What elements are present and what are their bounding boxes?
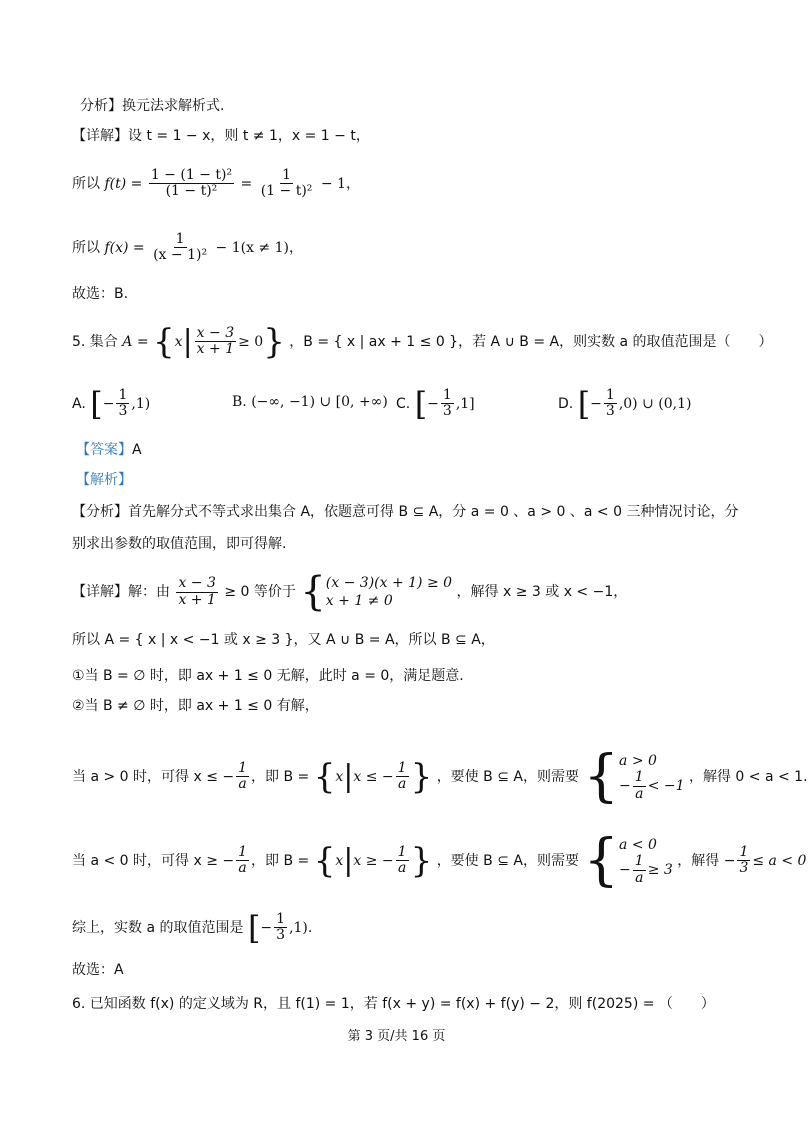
formula-fx [72, 232, 303, 264]
ft-frac-1-den: (1 − t)² [165, 183, 218, 200]
detail-text: 设 t = 1 − x，则 t ≠ 1，x = 1 − t， [128, 128, 370, 144]
detail-frac-num: x − 3 [178, 575, 216, 592]
option-d-frac [604, 388, 617, 420]
question-5: 5. 集合 A = {x| $\frac{x - 3}{x + 1}$ ≥ 0} ，B = { x | ax + 1 ≤ 0 }，若 A ∪ B = A，则实数 a 的取值范围是（ ） [72, 321, 773, 362]
page-footer: 第 3 页/共 16 页 [347, 1029, 446, 1044]
detail-text-1: 解：由 [128, 584, 170, 601]
set-A-line: 所以 A = { x | x < −1 或 x ≥ 3 }，又 A ∪ B = A，所以 B ⊆ A， [72, 632, 495, 648]
neg-sys-2-pre: − [619, 862, 631, 879]
pos-text-2: ，即 B = [251, 768, 310, 785]
case-positive: 当 a > 0 时，可得 x ≤ − $\frac{1}{a}$ ，即 B = {x|x ≤ − $\frac{1}{a}$ } ，要使 B ⊆ A，则需要 { a > 0 − $\frac{1}{a}$ < −1 ，解得 0 < a < 1. [72, 743, 808, 809]
fenxi-line-1 [72, 502, 738, 522]
case-1: ①当 B = ∅ 时，即 ax + 1 ≤ 0 无解，此时 a = 0，满足题意. [72, 668, 464, 684]
fx-frac-den: (x − 1)² [153, 247, 208, 264]
analysis-tag: 【解析】 [76, 472, 132, 488]
answer-value: A [132, 442, 142, 458]
neg-text-4: ，解得 − [677, 852, 736, 869]
ft-frac-2-num: 1 [282, 167, 292, 183]
pos-set-open: { [313, 756, 336, 797]
pos-set-x: x [335, 768, 344, 785]
summary-den: 3 [276, 927, 286, 944]
summary-num: 1 [276, 911, 286, 927]
option-a-bracket: [ [90, 384, 103, 423]
detail-tail: ，解得 x ≥ 3 或 x < −1， [456, 584, 628, 601]
option-c-label: C. [396, 395, 411, 412]
detail-line-1 [72, 126, 370, 146]
option-d-rest: ,0) ∪ (0,1) [618, 395, 692, 412]
option-d-label: D. [558, 395, 574, 412]
option-a-label: A. [72, 395, 86, 412]
option-c-den: 3 [442, 403, 452, 420]
summary-bracket: [ [247, 908, 261, 947]
detail-solution [72, 569, 628, 616]
option-a-den: 3 [118, 403, 128, 420]
case-negative: 当 a < 0 时，可得 x ≥ − $\frac{1}{a}$ ，即 B = {x|x ≥ − $\frac{1}{a}$ } ，要使 B ⊆ A，则需要 { a < 0 − $\frac{1}{a}$ ≥ 3 ，解得 − $\frac{1}{3}$ ≤ a < 0 [72, 827, 807, 893]
so-prefix-2: 所以 [72, 239, 100, 256]
formula-ft [72, 168, 360, 200]
neg-sys-2-den: a [635, 869, 644, 886]
answer-tag: 【答案】 [76, 442, 132, 458]
option-a-num: 1 [118, 387, 128, 403]
pos-set-num: 1 [397, 760, 407, 777]
option-a: A. [− $\frac{1}{3}$ ,1) [72, 384, 151, 423]
so-prefix: 所以 [72, 175, 100, 192]
neg-set-open: { [313, 840, 336, 881]
pos-sys-1: a > 0 [619, 753, 657, 769]
option-a-frac [116, 388, 129, 420]
option-c-bracket: [ [414, 384, 428, 423]
pos-frac [236, 761, 249, 793]
neg-set-den: a [397, 860, 407, 877]
pos-frac-num: 1 [238, 760, 248, 777]
detail-frac-den: x + 1 [178, 591, 216, 608]
q5-geq: ≥ 0 [238, 333, 264, 350]
pos-text-1: 当 a > 0 时，可得 x ≤ − [72, 768, 235, 785]
q5-frac-den: x + 1 [196, 341, 235, 358]
neg-set-cond: x ≥ − [353, 852, 394, 869]
fx-tail: − 1(x ≠ 1)， [215, 239, 303, 256]
neg-set-num: 1 [397, 844, 407, 861]
detail-tag-2: 【详解】 [72, 584, 128, 601]
prev-answer: 故选：B. [72, 286, 129, 302]
pos-system: { a > 0 − $\frac{1}{a}$ < −1 [583, 743, 685, 809]
detail-frac [176, 576, 217, 608]
question-6: 6. 已知函数 f(x) 的定义域为 R，且 f(1) = 1，若 f(x + y) = f(x) + f(y) − 2，则 f(2025) = （ ） [72, 996, 715, 1012]
q5-label: 5. 集合 [72, 333, 118, 350]
q5-x: x [174, 333, 183, 350]
detail-sys-2: x + 1 ≠ 0 [325, 593, 393, 610]
pos-set-den: a [397, 776, 407, 793]
neg-set-x: x [335, 852, 344, 869]
ft-frac-1 [149, 168, 234, 200]
option-c: C. [− $\frac{1}{3}$ ,1] [396, 384, 475, 423]
neg-sys-2-post: ≥ 3 [647, 862, 673, 879]
detail-geq: ≥ 0 等价于 [224, 584, 296, 601]
detail-tag: 【详解】 [72, 128, 128, 144]
pos-set-cond: x ≤ − [353, 768, 394, 785]
ft-frac-2-den: (1 − t)² [260, 183, 313, 200]
pos-sys-2-frac [633, 770, 646, 802]
pos-text-4: ，解得 0 < a < 1. [688, 768, 808, 785]
neg-result-den: 3 [739, 860, 749, 877]
option-d-den: 3 [605, 403, 615, 420]
neg-text-3: ，要使 B ⊆ A，则需要 [436, 852, 579, 869]
option-d-num: 1 [605, 387, 615, 403]
option-d: D. [− $\frac{1}{3}$ ,0) ∪ (0,1) [558, 384, 692, 423]
neg-sys-2-frac [633, 854, 646, 886]
q5-frac-num: x − 3 [196, 325, 235, 341]
detail-system: { (x − 3)(x + 1) ≥ 0 x + 1 ≠ 0 [300, 569, 453, 616]
option-c-num: 1 [442, 387, 452, 403]
neg-result-num: 1 [739, 844, 749, 861]
ft-frac-1-num: 1 − (1 − t)² [150, 167, 233, 183]
neg-system: { a < 0 − $\frac{1}{a}$ ≥ 3 [583, 827, 673, 893]
neg-sys-1: a < 0 [619, 837, 657, 853]
ft-eq: = [240, 175, 253, 192]
fx-frac [151, 232, 209, 264]
option-a-rest: ,1) [131, 395, 151, 412]
summary-frac [274, 912, 287, 944]
fx-frac-num: 1 [175, 231, 185, 247]
pos-set-close: } [410, 756, 433, 797]
neg-sys-2-num: 1 [634, 853, 644, 870]
summary-line: 综上，实数 a 的取值范围是 [− $\frac{1}{3}$ ,1). [72, 908, 313, 947]
neg-frac [236, 845, 249, 877]
option-b: B. (−∞, −1) ∪ [0, +∞) [232, 394, 388, 410]
neg-frac-den: a [238, 860, 247, 877]
neg-text-2: ，即 B = [251, 852, 310, 869]
summary-rest: ,1). [289, 919, 313, 936]
detail-sys-1: (x − 3)(x + 1) ≥ 0 [325, 575, 453, 591]
pos-set-frac [396, 761, 409, 793]
case-2: ②当 B ≠ ∅ 时，即 ax + 1 ≤ 0 有解， [72, 698, 319, 714]
ft-tail: − 1， [320, 175, 360, 192]
pos-sys-2-num: 1 [634, 769, 644, 786]
summary-text: 综上，实数 a 的取值范围是 [72, 919, 244, 936]
fenxi-text-1: 首先解分式不等式求出集合 A，依题意可得 B ⊆ A，分 a = 0 、a > 0 、a < 0 三种情况讨论，分 [128, 504, 739, 520]
option-d-bracket: [ [577, 384, 591, 423]
answer-line [76, 440, 142, 460]
option-c-frac [441, 388, 454, 420]
fenxi-tag: 【分析】 [72, 504, 128, 520]
neg-result-frac [737, 845, 750, 877]
neg-frac-num: 1 [238, 844, 248, 861]
final-answer: 故选：A [72, 962, 124, 978]
pos-sys-2-den: a [635, 785, 644, 802]
pos-text-3: ，要使 B ⊆ A，则需要 [436, 768, 579, 785]
neg-set-frac [396, 845, 409, 877]
neg-text-1: 当 a < 0 时，可得 x ≥ − [72, 852, 235, 869]
neg-set-close: } [410, 840, 433, 881]
pos-sys-2-pre: − [619, 778, 631, 795]
ft-frac-2 [259, 168, 315, 200]
q5-A: A = [122, 333, 149, 350]
fx-lhs: f(x) = [104, 239, 145, 256]
ft-lhs: f(t) = [104, 175, 143, 192]
neg-result-post: ≤ a < 0 [752, 852, 807, 869]
analysis-line: 分析】换元法求解析式. [80, 98, 225, 114]
fenxi-line-2: 别求出参数的取值范围，即可得解. [72, 536, 287, 552]
option-c-rest: ,1] [455, 395, 475, 412]
q5-frac [195, 326, 236, 358]
pos-sys-2-post: < −1 [647, 778, 685, 795]
q5-brace-close: } [263, 321, 285, 362]
pos-frac-den: a [238, 776, 247, 793]
q5-rest: ，B = { x | ax + 1 ≤ 0 }，若 A ∪ B = A，则实数 a 的取值范围是（ ） [289, 333, 773, 350]
q5-brace-open: { [153, 321, 175, 362]
